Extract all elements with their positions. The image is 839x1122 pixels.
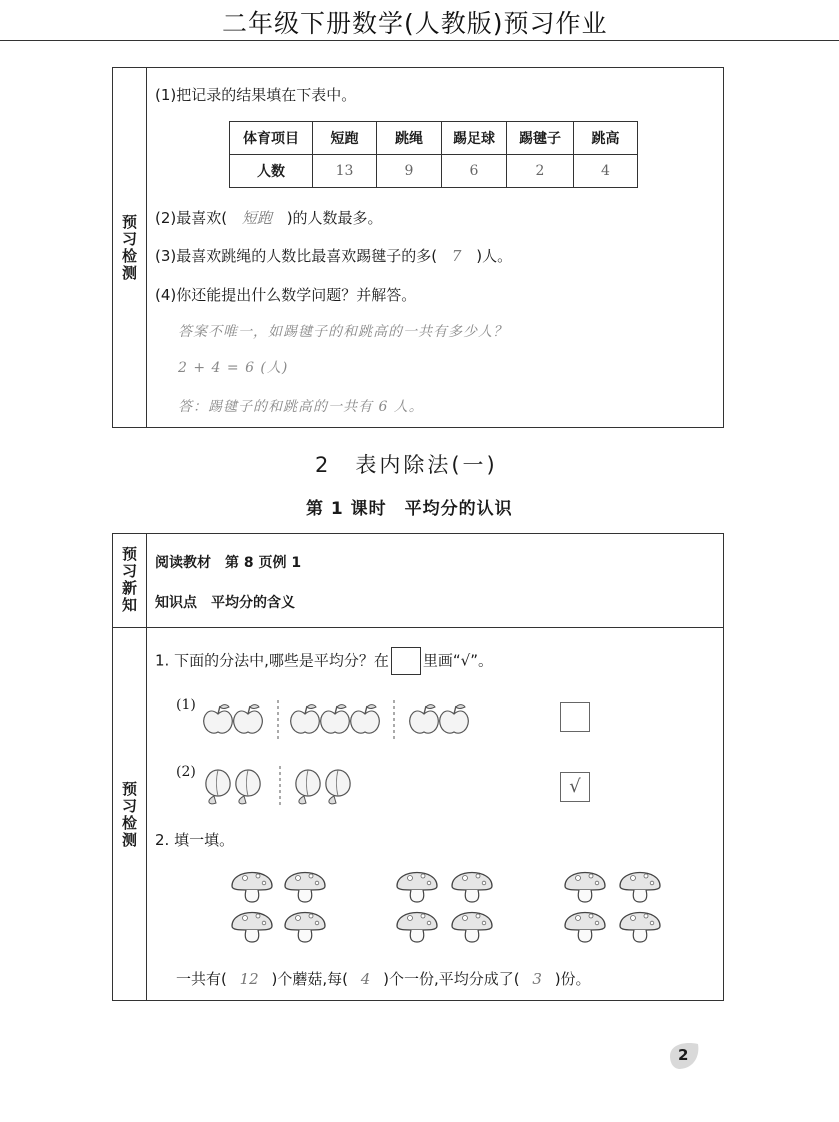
q3-suffix: )人。 <box>476 247 513 265</box>
mushroom-icon <box>452 873 492 903</box>
header-title: 二年级下册数学(人教版)预习作业 <box>222 9 608 38</box>
section-divider <box>113 627 723 628</box>
mushroom-icon <box>565 873 605 903</box>
item-1-label: (1) <box>176 697 196 713</box>
mushroom-groups-illustration <box>222 862 662 952</box>
apple-icon <box>351 705 380 733</box>
fill-middle-1: )个蘑菇,每( <box>271 970 348 988</box>
apple-icon <box>234 705 263 733</box>
handwritten-answer-line-2: 2 + 4 = 6 (人) <box>178 360 289 376</box>
unit-title: 2 表内除法(一) <box>315 453 498 477</box>
table-cell: 2 <box>507 155 574 188</box>
table-header-cell: 体育项目 <box>230 122 313 155</box>
mushroom-icon <box>452 913 492 943</box>
table-cell: 13 <box>313 155 377 188</box>
answer-checkbox-1[interactable] <box>560 702 590 732</box>
item-2-label: (2) <box>176 764 196 780</box>
fill-in-sentence <box>176 968 591 989</box>
peach-icon <box>326 770 350 804</box>
side-label-preview-new: 预习新知 <box>122 545 138 614</box>
answer-box-sample <box>391 647 421 675</box>
side-column <box>113 534 147 1000</box>
reading-reference: 阅读教材 第 8 页例 1 <box>155 555 302 571</box>
mushroom-icon <box>285 873 325 903</box>
table-header-cell: 踢毽子 <box>507 122 574 155</box>
answer-checkbox-2[interactable]: √ <box>560 772 590 802</box>
side-label-preview-check: 预习检测 <box>122 213 138 282</box>
q3-prefix: (3)最喜欢跳绳的人数比最喜欢踢毽子的多( <box>155 247 438 265</box>
side-column <box>113 68 147 427</box>
page-number: 2 <box>678 1046 689 1064</box>
page-header <box>0 0 839 42</box>
division-question-1 <box>155 647 493 675</box>
table-cell: 4 <box>574 155 638 188</box>
fill-answer-total: 12 <box>239 970 259 988</box>
mushroom-icon <box>232 873 272 903</box>
fill-middle-2: )个一份,平均分成了( <box>383 970 520 988</box>
apple-icon <box>410 705 439 733</box>
dq1-suffix: 里画“√”。 <box>422 651 493 670</box>
division-question-2: 2. 填一填。 <box>155 831 235 849</box>
table-cell: 6 <box>442 155 507 188</box>
handwritten-answer-line-3: 答：踢毽子的和跳高的一共有 6 人。 <box>178 399 424 415</box>
peach-icon <box>296 770 320 804</box>
mushroom-icon <box>285 913 325 943</box>
header-rule <box>0 40 839 41</box>
apple-icon <box>440 705 469 733</box>
sports-table <box>229 121 638 188</box>
question-1: (1)把记录的结果填在下表中。 <box>155 86 357 104</box>
fill-prefix: 一共有( <box>176 970 227 988</box>
table-header-cell: 跳绳 <box>377 122 442 155</box>
handwritten-answer-line-1: 答案不唯一，如踢毽子的和跳高的一共有多少人？ <box>178 324 508 340</box>
q3-answer: 7 <box>451 247 462 265</box>
mushroom-icon <box>620 873 660 903</box>
mushroom-icon <box>397 913 437 943</box>
knowledge-point: 知识点 平均分的含义 <box>155 595 295 611</box>
q2-suffix: )的人数最多。 <box>286 209 383 227</box>
lesson-title: 第 1 课时 平均分的认识 <box>306 499 513 519</box>
fill-suffix: )份。 <box>554 970 591 988</box>
peach-groups-illustration <box>198 764 378 808</box>
side-label-preview-check: 预习检测 <box>122 780 138 849</box>
q2-answer: 短跑 <box>241 209 272 227</box>
apple-icon <box>321 705 350 733</box>
apple-icon <box>291 705 320 733</box>
table-header-cell: 跳高 <box>574 122 638 155</box>
table-cell: 人数 <box>230 155 313 188</box>
peach-icon <box>236 770 260 804</box>
peach-icon <box>206 770 230 804</box>
apple-groups-illustration <box>198 698 498 742</box>
question-3 <box>155 245 512 266</box>
q2-prefix: (2)最喜欢( <box>155 209 228 227</box>
apple-icon <box>204 705 233 733</box>
question-4: (4)你还能提出什么数学问题？并解答。 <box>155 286 417 304</box>
table-header-cell: 踢足球 <box>442 122 507 155</box>
table-header-cell: 短跑 <box>313 122 377 155</box>
question-2 <box>155 207 383 228</box>
mushroom-icon <box>232 913 272 943</box>
fill-answer-per-group: 4 <box>360 970 371 988</box>
table-row <box>230 155 638 188</box>
table-row <box>230 122 638 155</box>
fill-answer-groups: 3 <box>532 970 542 988</box>
mushroom-icon <box>565 913 605 943</box>
mushroom-icon <box>397 873 437 903</box>
page-number-badge <box>666 1040 702 1072</box>
dq1-prefix: 1. 下面的分法中,哪些是平均分？在 <box>155 651 389 670</box>
mushroom-icon <box>620 913 660 943</box>
table-cell: 9 <box>377 155 442 188</box>
